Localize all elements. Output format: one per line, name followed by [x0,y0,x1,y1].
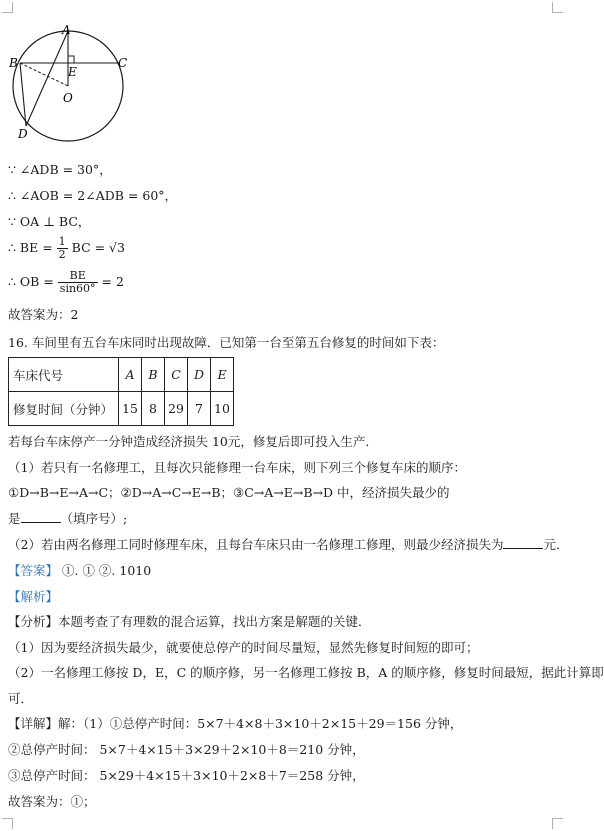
proof-line-2: ∴ ∠AOB = 2∠ADB = 60°， [8,188,178,203]
right-angle-mark [68,56,74,63]
answer-blank [21,510,61,523]
proof-line-4-pre: ∴ BE = [8,240,53,255]
analysis-line-2: （1）因为要经济损失最少，就要使总停产的时间尽量短，显然先修复时间短的即可； [8,640,479,655]
label-c: C [118,56,128,70]
proof-line-4-post: BC = √3 [71,240,125,255]
proof-line-1: ∵ ∠ADB = 30°， [8,162,112,177]
q16-title: 16. 车间里有五台车床同时出现故障．已知第一台至第五台修复的时间如下表： [8,335,445,350]
corner-mark [2,818,13,829]
table-cell: 8 [142,392,165,426]
q16-p4-pre: 是 [8,511,21,526]
analysis-tag: 【解析】 [8,589,59,604]
q16-p4 [8,509,127,527]
table-row [9,392,234,426]
repair-time-table [8,357,234,426]
detail-line-2: ②总停产时间： 5×7＋4×15＋3×29＋2×10＋8＝210 分钟， [8,742,365,757]
label-a: A [62,23,71,37]
label-b: B [9,56,18,70]
q16-p4-post: （填序号）; [60,511,128,526]
detail-line-1: 【详解】解：（1）①总停产时间：5×7＋4×8＋3×10＋2×15＋29＝156 分钟， [8,716,463,731]
proof-line-3: ∵ OA ⊥ BC， [8,214,91,229]
geometry-figure [0,0,565,150]
chord-ad [26,31,68,126]
proof-line-5-post: = 2 [101,274,124,289]
proof-line-4 [8,236,125,261]
table-cell: E [211,358,234,392]
q16-p3: ①D→B→E→A→C；②D→A→C→E→B；③C→A→E→B→D 中，经济损失最少的 [8,485,450,500]
answer-line-15: 故答案为：2 [8,307,79,322]
table-header-time: 修复时间（分钟） [9,392,119,426]
table-cell: B [142,358,165,392]
table-cell: 7 [188,392,211,426]
answer-tag: 【答案】 [8,563,59,578]
radius-ob-dashed [20,63,68,86]
q16-p1: 若每台车床停产一分钟造成经济损失 10元，修复后即可投入生产． [8,434,378,449]
chord-bd [20,63,26,126]
fraction-numerator: 1 [58,235,66,248]
analysis-line-1: 【分析】本题考查了有理数的混合运算，找出方案是解题的关键． [8,614,371,629]
fraction-denominator: 2 [58,248,66,261]
label-e: E [68,65,77,79]
proof-line-5 [8,270,124,295]
table-cell: C [165,358,188,392]
fraction-be-sin60 [58,270,98,295]
label-d: D [18,127,28,141]
table-header-machine: 车床代号 [9,358,119,392]
analysis-line-4: 可． [8,691,34,706]
q16-p5-post: 元． [543,537,569,552]
table-row [9,358,234,392]
fraction-numerator: BE [58,270,98,283]
q16-p5 [8,535,568,553]
analysis-line-3: （2）一名修理工修按 D，E，C 的顺序修，另一名修理工修按 B，A 的顺序修，修复时间最短，据此计算即 [8,665,604,680]
label-o: O [63,91,73,105]
corner-mark [552,818,563,829]
fraction-denominator: sin60° [59,282,96,295]
fraction-half [57,236,68,261]
detail-line-4: 故答案为：①； [8,794,96,809]
proof-line-5-pre: ∴ OB = [8,274,54,289]
q16-p2: （1）若只有一名修理工，且每次只能修理一台车床，则下列三个修复车床的顺序： [8,460,466,475]
table-cell: D [188,358,211,392]
table-cell: 15 [119,392,142,426]
detail-line-3: ③总停产时间： 5×29＋4×15＋3×10＋2×8＋7＝258 分钟， [8,768,365,783]
q16-p5-pre: （2）若由两名修理工同时修理车床，且每台车床只由一名修理工修理，则最少经济损失为 [8,537,504,552]
table-cell: 10 [211,392,234,426]
answer-text: ①. ① ②. 1010 [62,563,152,578]
answer-blank [503,536,543,549]
table-cell: A [119,358,142,392]
answer-line [8,561,151,579]
table-cell: 29 [165,392,188,426]
